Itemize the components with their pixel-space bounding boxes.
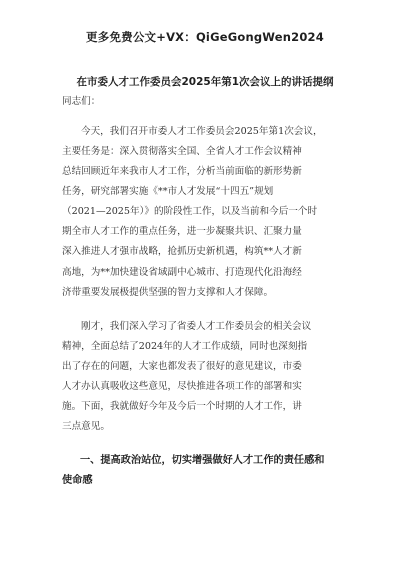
paragraph2-line: 精神，全面总结了2024年的人才工作成绩，同时也深刻指 (62, 341, 308, 352)
paragraph1-line: 期全市人才工作的重点任务，进一步凝聚共识、汇聚力量 (62, 226, 302, 237)
paragraph1-line: 今天，我们召开市委人才工作委员会2025年第1次会议， (81, 126, 323, 137)
paragraph2-line: 刚才，我们深入学习了省委人才工作委员会的相关会议 (81, 321, 312, 332)
paragraph2-line: 三点意见。 (62, 421, 110, 432)
paragraph1-line: 高地，为**加快建设省域副中心城市、打造现代化沿海经 (62, 267, 302, 278)
paragraph2-line: 人才办认真吸收这些意见，尽快推进各项工作的部署和实 (62, 381, 302, 392)
paragraph1-line: （2021—2025年）》的阶段性工作，以及当前和今后一个时 (62, 206, 318, 217)
paragraph1-line: 深入推进人才强市战略，抢抓历史新机遇，构筑**人才新 (62, 246, 302, 257)
paragraph1-line: 主要任务是：深入贯彻落实全国、全省人才工作会议精神 (62, 146, 302, 157)
section-heading: 使命感 (62, 475, 93, 486)
salutation: 同志们： (62, 96, 101, 107)
paragraph2-line: 出了存在的问题，大家也都发表了很好的意见建议，市委 (62, 361, 302, 372)
paragraph2-line: 施。下面，我就做好今年及今后一个时期的人才工作，讲 (62, 401, 302, 412)
document-title: 在市委人才工作委员会2025年第1次会议上的讲话提纲 (76, 76, 334, 88)
paragraph1-line: 任务，研究部署实施《**市人才发展“十四五”规划 (62, 186, 274, 197)
paragraph1-line: 济带重要发展极提供坚强的智力支撑和人才保障。 (62, 287, 274, 298)
section-heading: 一、提高政治站位，切实增强做好人才工作的责任感和 (80, 455, 325, 466)
banner-text: 更多免费公文+VX：QiGeGongWen2024 (86, 30, 324, 44)
paragraph1-line: 总结回顾近年来我市人才工作，分析当前面临的新形势新 (62, 166, 302, 177)
